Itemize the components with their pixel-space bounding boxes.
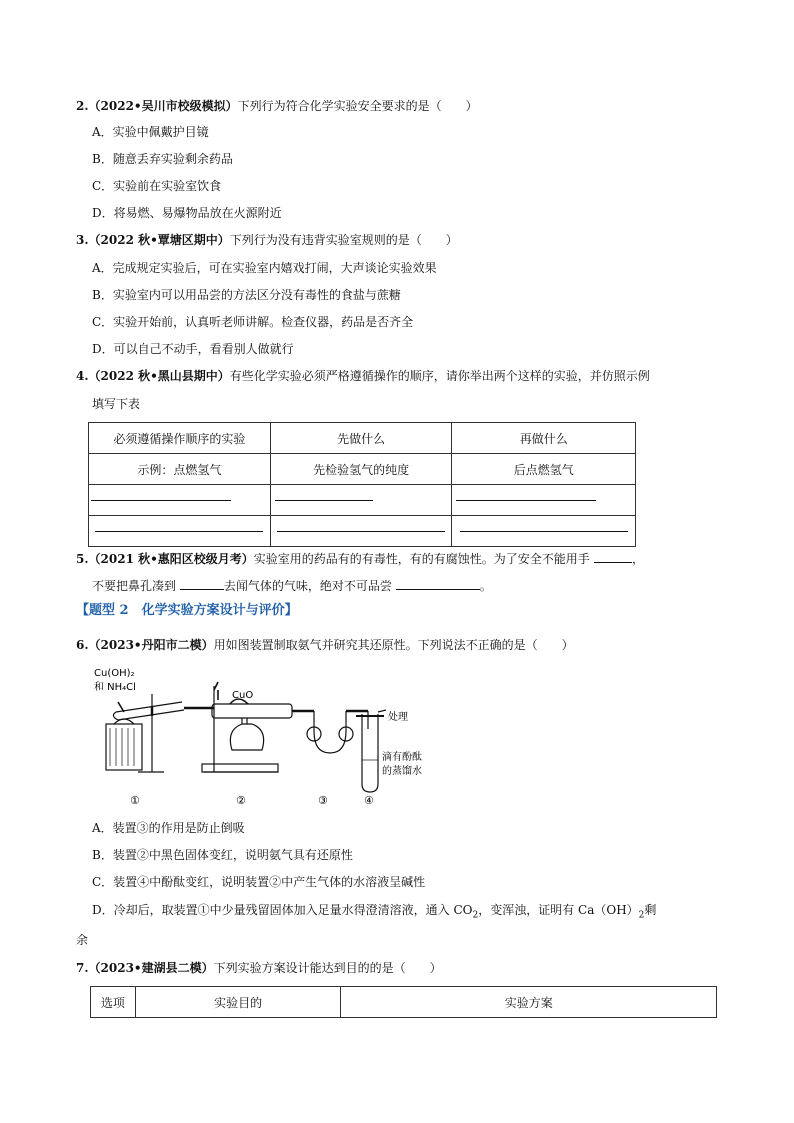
question-text: ， (631, 552, 644, 566)
reagent-label: 和 NH₄Cl (94, 682, 136, 693)
q6-option-c: C．装置④中酚酞变红，说明装置②中产生气体的水溶液呈碱性 (92, 875, 426, 889)
table-header: 实验方案 (341, 987, 717, 1018)
question-source: （2021 秋•惠阳区校级月考） (88, 552, 254, 566)
apparatus-figure (92, 664, 424, 810)
device-label-3: ③ (318, 794, 328, 807)
answer-cell[interactable] (270, 516, 452, 547)
question-source: （2022 秋•覃塘区期中） (88, 233, 230, 247)
answer-cell[interactable] (89, 485, 271, 516)
cuo-label: CuO (232, 690, 254, 701)
subscript: 2 (638, 910, 645, 921)
question-7 (76, 960, 442, 976)
question-4 (76, 368, 650, 384)
device-label-4: ④ (364, 794, 374, 807)
answer-cell[interactable] (89, 516, 271, 547)
answer-blank[interactable] (396, 577, 480, 590)
question-source: （2023•丹阳市二模） (88, 638, 214, 652)
table-row-blank (89, 516, 636, 547)
section-heading: 【题型 2 化学实验方案设计与评价】 (76, 603, 298, 618)
q2-option-a: A．实验中佩戴护目镜 (92, 125, 209, 139)
question-number: 5. (76, 552, 89, 566)
receiving-tube (362, 714, 378, 792)
q2-option-b: B．随意丢弃实验剩余药品 (92, 152, 233, 166)
question-source: （2022•吴川市校级模拟） (88, 99, 238, 113)
table-cell: 后点燃氢气 (452, 454, 636, 485)
liquid-label: 滴有酚酞 (382, 752, 422, 763)
question-text: 有些化学实验必须严格遵循操作的顺序，请你举出两个这样的实验，并仿照示例 (229, 369, 650, 383)
q2-option-d: D．将易燃、易爆物品放在火源附近 (92, 206, 282, 220)
q6-option-b: B．装置②中黑色固体变红，说明氨气具有还原性 (92, 848, 353, 862)
reaction-tube (212, 704, 292, 718)
sequence-table (88, 422, 636, 547)
table-header: 先做什么 (270, 423, 452, 454)
question-text: 。 (479, 579, 492, 593)
q6-option-d (92, 902, 656, 923)
q3-option-c: C．实验开始前，认真听老师讲解。检查仪器，药品是否齐全 (92, 315, 414, 329)
question-source: （2022 秋•黑山县期中） (88, 369, 230, 383)
q3-option-b: B．实验室内可以用品尝的方法区分没有毒性的食盐与蔗糖 (92, 288, 401, 302)
question-text: 下列实验方案设计能达到目的的是（ ） (213, 961, 442, 975)
option-text: 剩 (644, 903, 657, 917)
liquid-label: 的蒸馏水 (382, 766, 422, 777)
question-text: 下列行为没有违背实验室规则的是（ ） (229, 233, 458, 247)
question-number: 7. (76, 961, 89, 975)
option-text: D．冷却后，取装置①中少量残留固体加入足量水得澄清溶液，通入 CO (92, 903, 473, 917)
question-text: 不要把鼻孔凑到 (92, 579, 177, 593)
question-text: 下列行为符合化学实验安全要求的是（ ） (237, 99, 478, 113)
question-text-continued: 填写下表 (92, 397, 141, 411)
question-number: 2. (76, 99, 89, 113)
u-tube (314, 711, 346, 753)
question-5 (76, 550, 644, 567)
question-2 (76, 98, 478, 114)
question-5-continued (92, 577, 492, 594)
question-3 (76, 232, 458, 248)
question-text: 实验室用的药品有的有毒性，有的有腐蚀性。为了安全不能用手 (253, 552, 590, 566)
alcohol-lamp (230, 724, 263, 750)
table-cell: 先检验氢气的纯度 (270, 454, 452, 485)
q6-option-d-continued: 余 (76, 933, 89, 947)
q6-option-a: A．装置③的作用是防止倒吸 (92, 821, 245, 835)
device-label-1: ① (130, 794, 140, 807)
device-label-2: ② (236, 794, 246, 807)
q2-option-c: C．实验前在实验室饮食 (92, 179, 222, 193)
table-row-example (89, 454, 636, 485)
table-row-blank (89, 485, 636, 516)
table-header-row (91, 987, 717, 1018)
table-header: 再做什么 (452, 423, 636, 454)
question-number: 3. (76, 233, 89, 247)
test-tube (116, 702, 184, 720)
q3-option-d: D．可以自己不动手，看看别人做就行 (92, 342, 294, 356)
question-number: 6. (76, 638, 89, 652)
answer-blank[interactable] (594, 550, 632, 563)
reagent-label: Cu(OH)₂ (94, 668, 135, 679)
question-text: 去闻气体的气味，绝对不可品尝 (223, 579, 392, 593)
q3-option-a: A．完成规定实验后，可在实验室内嬉戏打闹，大声谈论实验效果 (92, 261, 437, 275)
table-header: 选项 (91, 987, 136, 1018)
question-text: 用如图装置制取氨气并研究其还原性。下列说法不正确的是（ ） (213, 638, 574, 652)
question-source: （2023•建湖县二模） (88, 961, 214, 975)
answer-cell[interactable] (270, 485, 452, 516)
answer-cell[interactable] (452, 485, 636, 516)
table-header: 实验目的 (135, 987, 341, 1018)
question-number: 4. (76, 369, 89, 383)
table-header-row (89, 423, 636, 454)
treatment-label: 处理 (388, 712, 408, 723)
option-text: ，变浑浊，证明有 Ca（OH） (478, 903, 639, 917)
answer-cell[interactable] (452, 516, 636, 547)
answer-blank[interactable] (180, 577, 224, 590)
subscript: 2 (472, 910, 479, 921)
question-6 (76, 637, 574, 653)
table-cell: 示例：点燃氢气 (89, 454, 271, 485)
heating-block (106, 724, 142, 770)
table-header: 必须遵循操作顺序的实验 (89, 423, 271, 454)
experiment-plan-table (90, 986, 717, 1018)
